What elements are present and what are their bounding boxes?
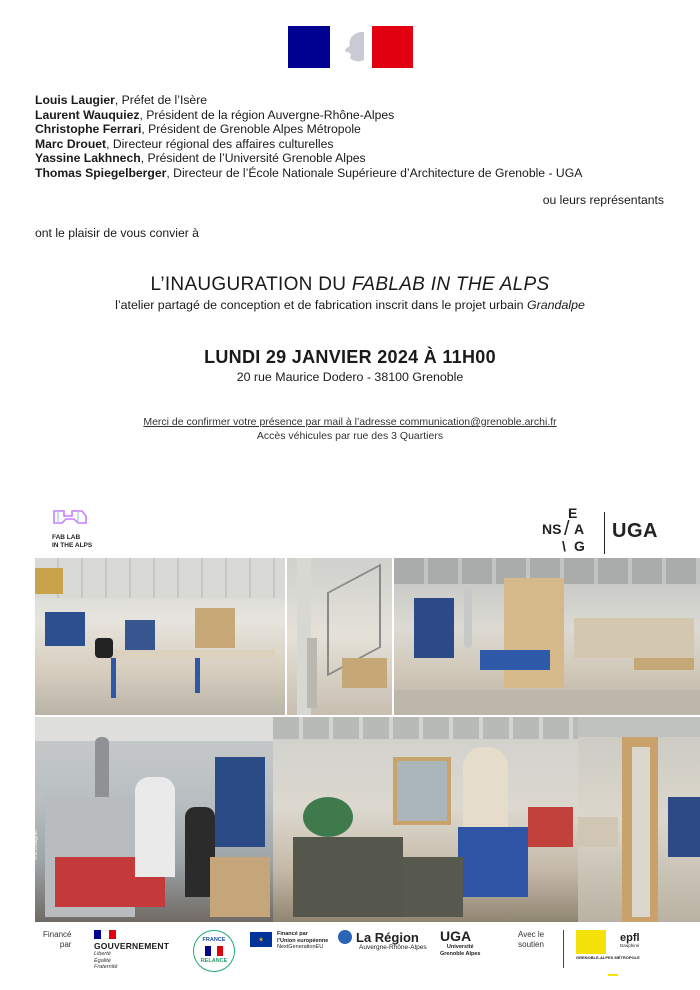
representatives-text: ou leurs représentants — [542, 193, 664, 207]
uga-footer-logo: UGA Université Grenoble Alpes — [440, 928, 481, 957]
region-triangle-icon — [338, 930, 352, 944]
fablab-logo: FAB LAB IN THE ALPS — [52, 508, 102, 549]
event-date: LUNDI 29 JANVIER 2024 À 11H00 — [204, 347, 496, 367]
host-row: Christophe Ferrari, Président de Grenoble Alpes Métropole — [35, 122, 361, 137]
logo-divider — [604, 512, 605, 554]
eu-logo: ✶ Financé par l’Union européenne NextGenerationEU — [250, 932, 272, 947]
region-logo: La Région Auvergne-Rhône-Alpes — [338, 930, 427, 951]
france-relance-logo: FRANCE RELANCE — [193, 930, 235, 972]
footer-divider — [563, 930, 564, 968]
republique-francaise-logo — [288, 26, 413, 68]
hosts-list — [35, 93, 582, 181]
photo-sanding-station — [273, 717, 578, 922]
financed-by-label: Financé par — [43, 930, 72, 949]
ensag-slash: / — [564, 518, 570, 540]
decorative-dash — [608, 974, 618, 976]
grenoble-metropole-logo — [576, 930, 606, 954]
fablab-mark-icon — [52, 508, 88, 526]
photo-staircase — [287, 558, 392, 715]
gouvernement-logo: GOUVERNEMENT Liberté Égalité Fraternité — [94, 930, 169, 971]
host-row: Laurent Wauquiez, Président de la région Auvergne-Rhône-Alpes — [35, 107, 395, 122]
french-flag-icon — [94, 930, 116, 939]
host-row: Marc Drouet, Directeur régional des affaires culturelles — [35, 136, 334, 151]
ensag-backslash: \ — [562, 538, 566, 554]
grenoble-metropole-label: GRENOBLE-ALPES MÉTROPOLE — [576, 955, 640, 960]
event-address: 20 rue Maurice Dodero - 38100 Grenoble — [236, 370, 464, 384]
photo-laser-cutter — [35, 717, 273, 922]
support-label: Avec le soutien — [518, 930, 545, 949]
event-subtitle: l’atelier partagé de conception et de fabrication inscrit dans le projet urbain Grandalpe — [115, 298, 585, 312]
host-row: Louis Laugier, Préfet de l’Isère — [35, 93, 208, 107]
photo-credit: © E.Chaignet — [33, 830, 39, 860]
host-row: Yassine Lakhnech, Président de l’Université Grenoble Alpes — [35, 151, 366, 166]
rsvp-link[interactable]: Merci de confirmer votre présence par mail à l’adresse communication@grenoble.archi.fr — [143, 416, 557, 428]
photo-dust-extraction — [394, 558, 700, 715]
french-flag-icon — [205, 946, 223, 956]
ensag-logo: E NS / A G \ — [542, 505, 585, 554]
marianne-profile-icon — [330, 26, 372, 68]
host-row: Thomas Spiegelberger, Directeur de l’École Nationale Supérieure d’Architecture de Grenoble - UGA — [35, 165, 583, 180]
invite-line: ont le plaisir de vous convier à — [35, 226, 199, 240]
event-title: L’INAUGURATION DU FABLAB IN THE ALPS — [150, 274, 550, 295]
eu-stars-icon: ✶ — [250, 932, 272, 947]
photo-corridor — [578, 717, 700, 922]
uga-logo: UGA — [612, 520, 658, 542]
photo-workshop-benches — [35, 558, 285, 715]
vehicle-access: Accès véhicules par rue des 3 Quartiers — [256, 430, 444, 442]
epfl-logo: epfl Dauphiné — [620, 932, 640, 948]
